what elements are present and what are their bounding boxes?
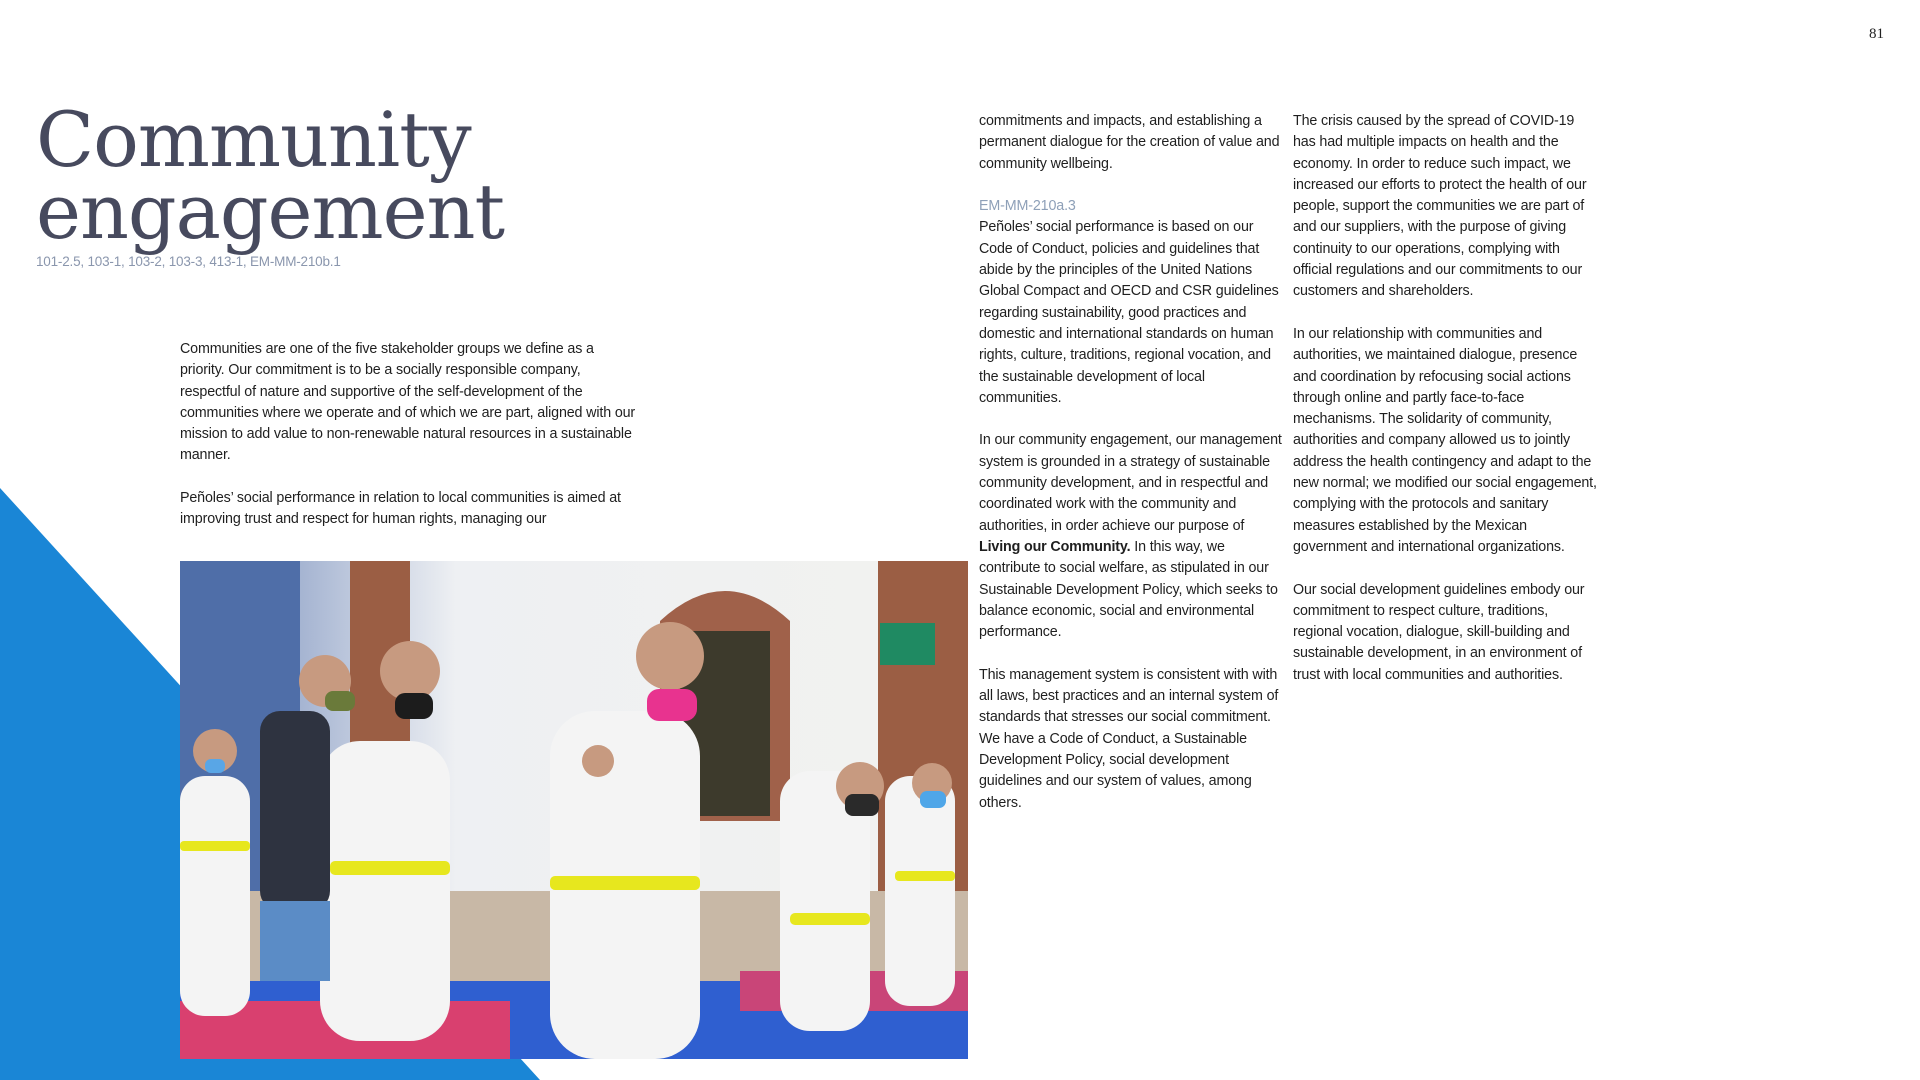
engagement-text-start: In our community engagement, our management system is grounded in a strategy of sustainable community development, and in respectful and coordinated work with the community and authorities, in order achieve our purpose of bbox=[979, 432, 1282, 534]
code-conduct-paragraph bbox=[979, 196, 1284, 409]
covid-paragraph: The crisis caused by the spread of COVID-19 has had multiple impacts on health and the economy. In order to reduce such impact, we increased our efforts to protect the health of our people, support the communities we are part of and our suppliers, with the purpose of giving continuity to our operations, complying with official regulations and our commitments to our customers and shareholders. bbox=[1293, 113, 1587, 300]
living-our-community-emphasis: Living our Community. bbox=[979, 538, 1131, 555]
code-conduct-text: Peñoles’ social performance is based on our Code of Conduct, policies and guidelines that abide by the principles of the United Nations Global Compact and OECD and CSR guidelines regarding sustainability, good practices and domestic and international standards on human rights, culture, traditions, regional vocation, and the sustainable development of local communities. bbox=[979, 219, 1279, 406]
page-title-line-1: Community bbox=[36, 95, 471, 184]
right-text-column bbox=[1293, 111, 1598, 707]
page-number: 81 bbox=[1869, 26, 1884, 42]
middle-text-column bbox=[979, 111, 1284, 835]
left-text-column bbox=[180, 339, 640, 552]
page-title-line-2: engagement bbox=[36, 167, 505, 256]
management-system-paragraph: This management system is consistent with with all laws, best practices and an internal system of standards that stresses our social commitment. We have a Code of Conduct, a Sustainable Development Policy, social development guidelines and our system of values, among others. bbox=[979, 666, 1279, 811]
engagement-text-end: In this way, we contribute to social welfare, as stipulated in our Sustainable Development Policy, which seeks to balance economic, social and environmental performance. bbox=[979, 538, 1278, 641]
commitments-paragraph: commitments and impacts, and establishing a permanent dialogue for the creation of value and community wellbeing. bbox=[979, 113, 1280, 172]
relationship-paragraph: In our relationship with communities and authorities, we maintained dialogue, presence and coordination by refocusing social actions through online and partly face-to-face mechanisms. The solidarity of community, authorities and company allowed us to jointly address the health contingency and adapt to the new normal; we modified our social engagement, complying with the protocols and sanitary measures established by the Mexican government and international organizations. bbox=[1293, 325, 1597, 555]
sasb-code-reference: EM-MM-210a.3 bbox=[979, 198, 1076, 215]
community-engagement-paragraph bbox=[979, 430, 1284, 643]
gri-codes: 101-2.5, 103-1, 103-2, 103-3, 413-1, EM-MM-210b.1 bbox=[36, 254, 341, 269]
intro-paragraph: Communities are one of the five stakeholder groups we define as a priority. Our commitment is to be a socially responsible company, respectful of nature and supportive of the self-development of the communities where we operate and of which we are part, aligned with our mission to add value to non-renewable natural resources in a sustainable manner. bbox=[180, 341, 636, 464]
social-performance-paragraph: Peñoles’ social performance in relation to local communities is aimed at improving trust and respect for human rights, managing our bbox=[180, 490, 621, 528]
taekwondo-children-photo bbox=[180, 561, 968, 1059]
page-title bbox=[36, 95, 505, 256]
guidelines-paragraph: Our social development guidelines embody our commitment to respect culture, traditions, regional vocation, dialogue, skill-building and sustainable development, in an environment of trust with local communities and authorities. bbox=[1293, 581, 1585, 683]
